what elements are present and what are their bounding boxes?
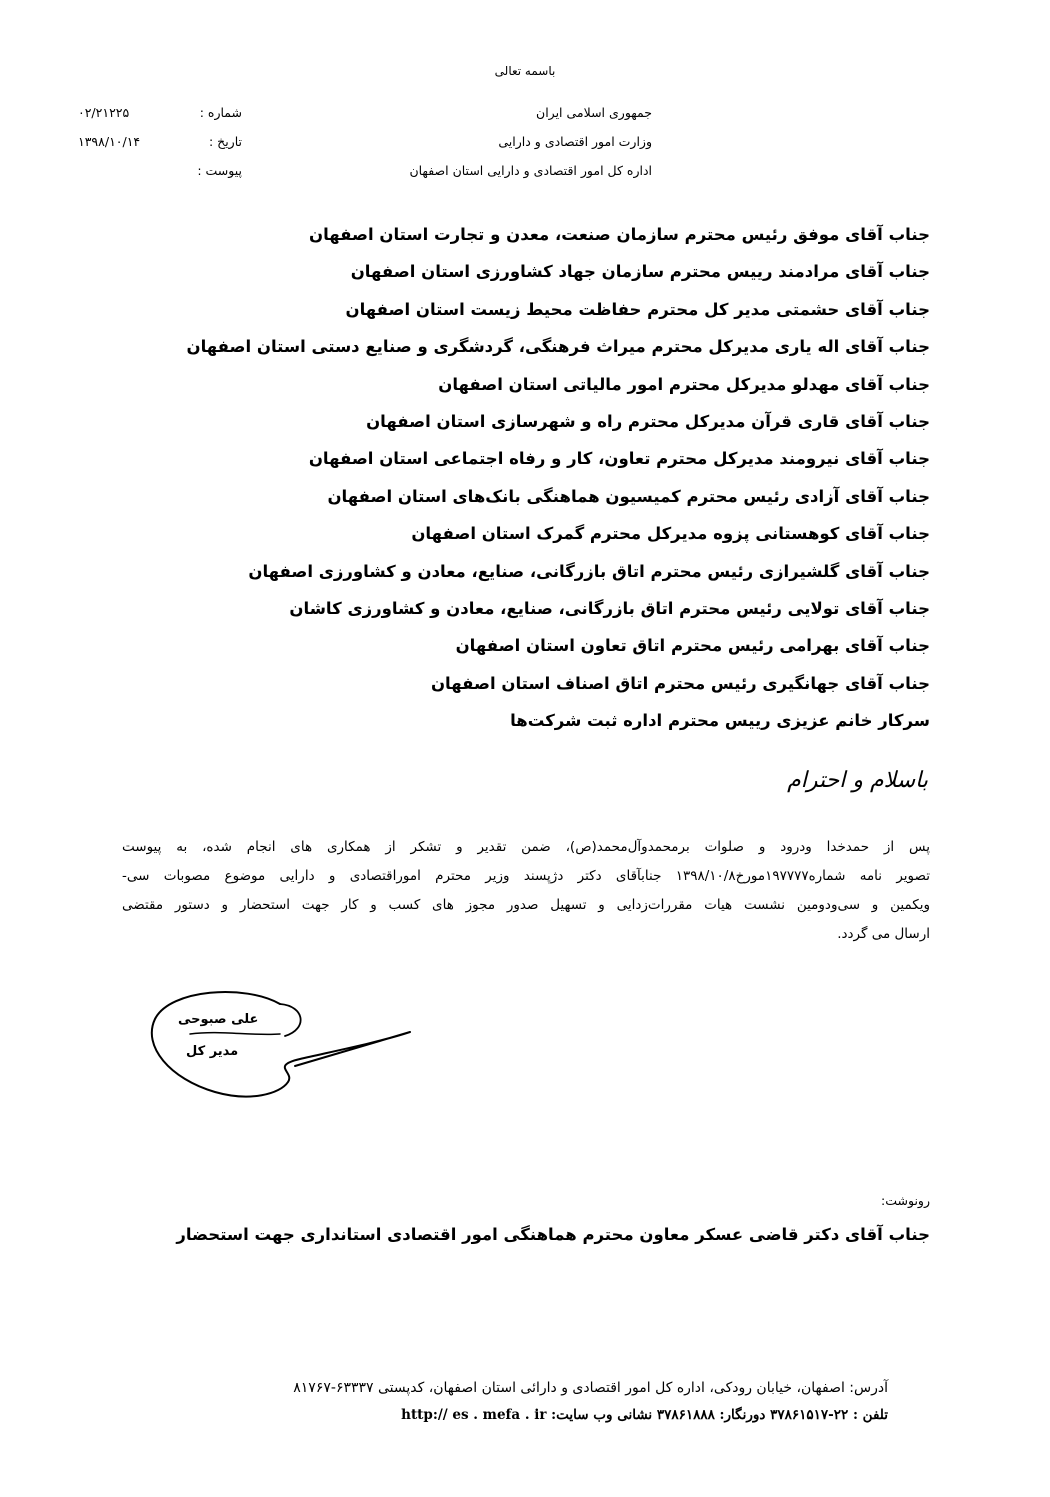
body-line: ارسال می گردد. bbox=[837, 926, 930, 942]
number-label: شماره : bbox=[199, 105, 242, 120]
footer-address: آدرس: اصفهان، خیابان رودکی، اداره کل امور اقتصادی و دارائی استان اصفهان، کدپستی ۶۳۳۳۷-۸۱۷۶۷ bbox=[293, 1380, 888, 1396]
recipient-line: جناب آقای گلشیرازی رئیس محترم اتاق بازرگانی، صنایع، معادن و کشاورزی اصفهان bbox=[248, 561, 930, 581]
recipient-list bbox=[130, 216, 930, 740]
body-line: ویکمین و سی‌ودومین نشست هیات مقررات‌زدایی و تسهیل صدور مجوز های کسب و کار جهت استحضار و دستور مقتضی bbox=[122, 897, 930, 913]
recipient-line: جناب آقای کوهستانی پزوه مدیرکل محترم گمرک استان اصفهان bbox=[411, 524, 930, 544]
recipient-line: جناب آقای مهدلو مدیرکل محترم امور مالیاتی استان اصفهان bbox=[438, 374, 930, 394]
cc-recipient: جناب آقای دکتر قاضی عسکر معاون محترم هماهنگی امور اقتصادی استانداری جهت استحضار bbox=[176, 1225, 930, 1244]
body-line: پس از حمدخدا ودرود و صلوات برمحمدوآل‌محمد(ص)، ضمن تقدیر و تشکر از همکاری های انجام شده، به پیوست bbox=[122, 839, 930, 855]
recipient-line: جناب آقای بهرامی رئیس محترم اتاق تعاون استان اصفهان bbox=[455, 636, 930, 656]
recipient-line: جناب آقای نیرومند مدیرکل محترم تعاون، کار و رفاه اجتماعی استان اصفهان bbox=[308, 449, 930, 469]
attachment-label: پیوست : bbox=[197, 163, 242, 178]
bismillah-heading: باسمه تعالی bbox=[494, 64, 556, 78]
salutation: باسلام و احترام bbox=[787, 768, 928, 793]
letter-meta-values bbox=[78, 98, 188, 156]
footer-contact: تلفن : ۲۲-۳۷۸۶۱۵۱۷ دورنگار: ۳۷۸۶۱۸۸۸ نشانی وب سایت: http:// es . mefa . ir bbox=[401, 1407, 888, 1423]
recipient-line: جناب آقای آزادی رئیس محترم کمیسیون هماهنگی بانک‌های استان اصفهان bbox=[327, 486, 930, 506]
signatory-name: علی صبوحی bbox=[178, 1012, 259, 1027]
recipient-line: جناب آقای جهانگیری رئیس محترم اتاق اصناف استان اصفهان bbox=[430, 673, 930, 693]
recipient-line: جناب آقای مرادمند رییس محترم سازمان جهاد کشاورزی استان اصفهان bbox=[350, 262, 930, 282]
letter-body bbox=[122, 833, 930, 949]
recipient-line: جناب آقای تولایی رئیس محترم اتاق بازرگانی، صنایع، معادن و کشاورزی کاشان bbox=[289, 599, 930, 619]
signatory-title: مدیر کل bbox=[186, 1044, 239, 1059]
recipient-line: جناب آقای اله یاری مدیرکل محترم میراث فرهنگی، گردشگری و صنایع دستی استان اصفهان bbox=[186, 337, 930, 357]
recipient-line: سرکار خانم عزیزی رییس محترم اداره ثبت شرکت‌ها bbox=[510, 711, 930, 731]
recipient-line: جناب آقای قاری قرآن مدیرکل محترم راه و شهرسازی استان اصفهان bbox=[366, 412, 930, 432]
number-value: ۰۲/۲۱۲۲۵ bbox=[78, 105, 130, 120]
signature-scribble bbox=[130, 984, 430, 1104]
body-line: تصویر نامه شماره۱۹۷۷۷۷مورخ۱۳۹۸/۱۰/۸ جنابآقای دکتر دژپسند وزیر محترم اموراقتصادی و دارایی موضوع مصوبات سی- bbox=[122, 868, 930, 884]
letterhead bbox=[332, 98, 652, 185]
recipient-line: جناب آقای حشمتی مدیر کل محترم حفاظت محیط زیست استان اصفهان bbox=[345, 299, 930, 319]
letterhead-office: اداره کل امور اقتصادی و دارایی استان اصفهان bbox=[409, 163, 652, 178]
date-value: ۱۳۹۸/۱۰/۱۴ bbox=[78, 134, 141, 149]
letterhead-country: جمهوری اسلامی ایران bbox=[536, 105, 652, 120]
recipient-line: جناب آقای موفق رئیس محترم سازمان صنعت، معدن و تجارت استان اصفهان bbox=[308, 225, 930, 244]
date-label: تاریخ : bbox=[208, 134, 242, 149]
cc-label: رونوشت: bbox=[881, 1193, 930, 1208]
letterhead-ministry: وزارت امور اقتصادی و دارایی bbox=[498, 134, 652, 149]
